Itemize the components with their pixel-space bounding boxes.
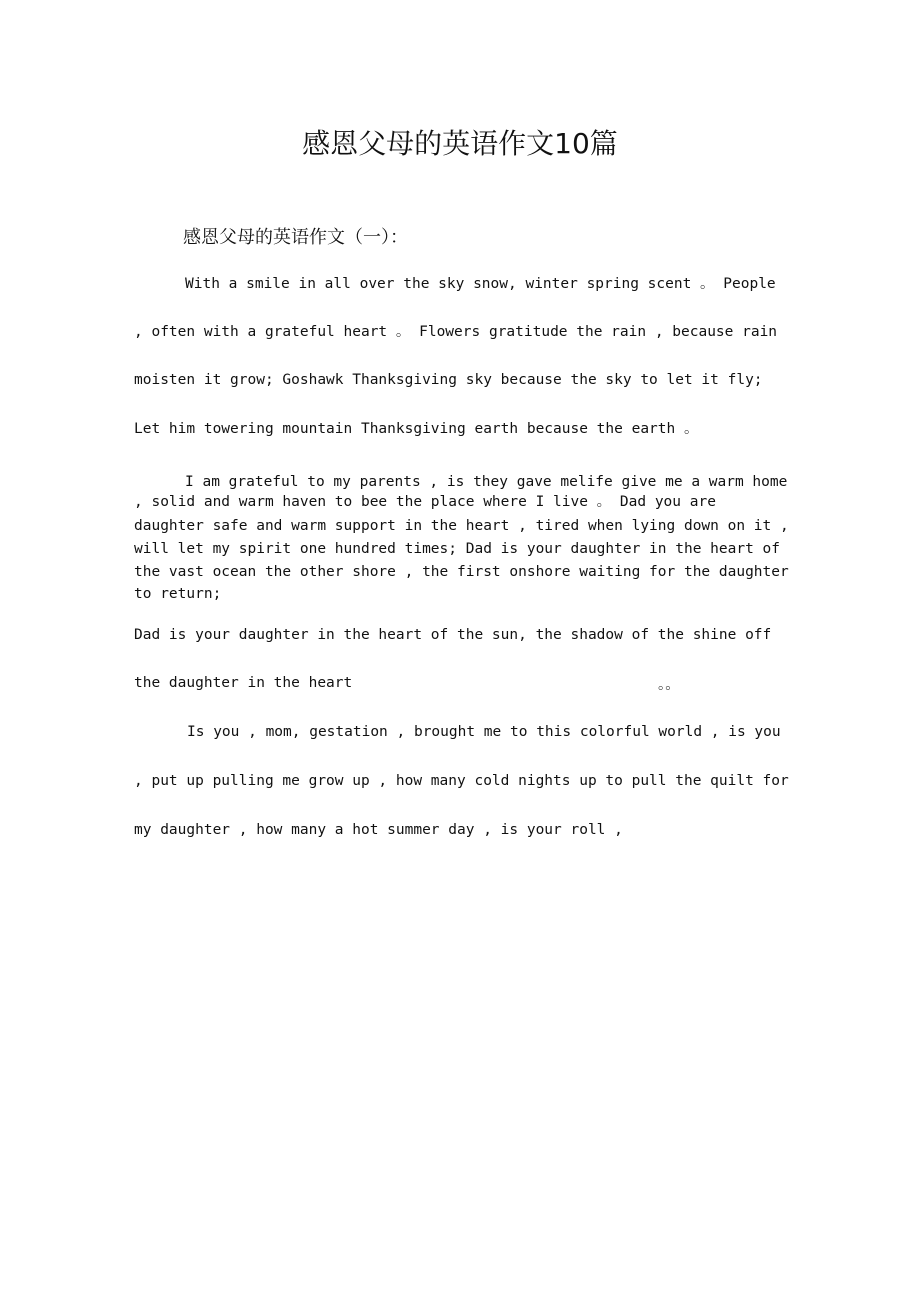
paragraph-line: , solid and warm haven to bee the place where I live 。 Dad you are <box>134 494 716 510</box>
section-heading: 感恩父母的英语作文（一）： <box>183 227 408 248</box>
paragraph-line: Dad is your daughter in the heart of the sun, the shadow of the shine off <box>134 627 772 643</box>
paragraph-line: , often with a grateful heart 。 Flowers gratitude the rain , because rain <box>134 324 778 340</box>
document-title: 感恩父母的英语作文10篇 <box>302 127 618 160</box>
paragraph-line: will let my spirit one hundred times; Dad is your daughter in the heart of <box>134 541 781 557</box>
paragraph-line: With a smile in all over the sky snow, winter spring scent 。 People <box>185 276 776 292</box>
paragraph-line: the vast ocean the other shore , the first onshore waiting for the daughter <box>134 564 789 580</box>
paragraph-line: the daughter in the heart <box>134 675 353 691</box>
paragraph-line: my daughter , how many a hot summer day , is your roll , <box>134 822 623 838</box>
paragraph-line: daughter safe and warm support in the heart , tired when lying down on it , <box>134 518 789 534</box>
paragraph-line: I am grateful to my parents , is they gave melife give me a warm home <box>185 474 788 490</box>
paragraph-line: Let him towering mountain Thanksgiving earth because the earth 。 <box>134 421 699 437</box>
paragraph-line: Is you , mom, gestation , brought me to this colorful world , is you <box>187 724 781 740</box>
paragraph-line: to return; <box>134 586 222 602</box>
paragraph-line: moisten it grow; Goshawk Thanksgiving sky because the sky to let it fly; <box>134 372 763 388</box>
paragraph-line: , put up pulling me grow up , how many cold nights up to pull the quilt for <box>134 773 789 789</box>
paragraph-end-mark: 。。 <box>658 677 680 693</box>
